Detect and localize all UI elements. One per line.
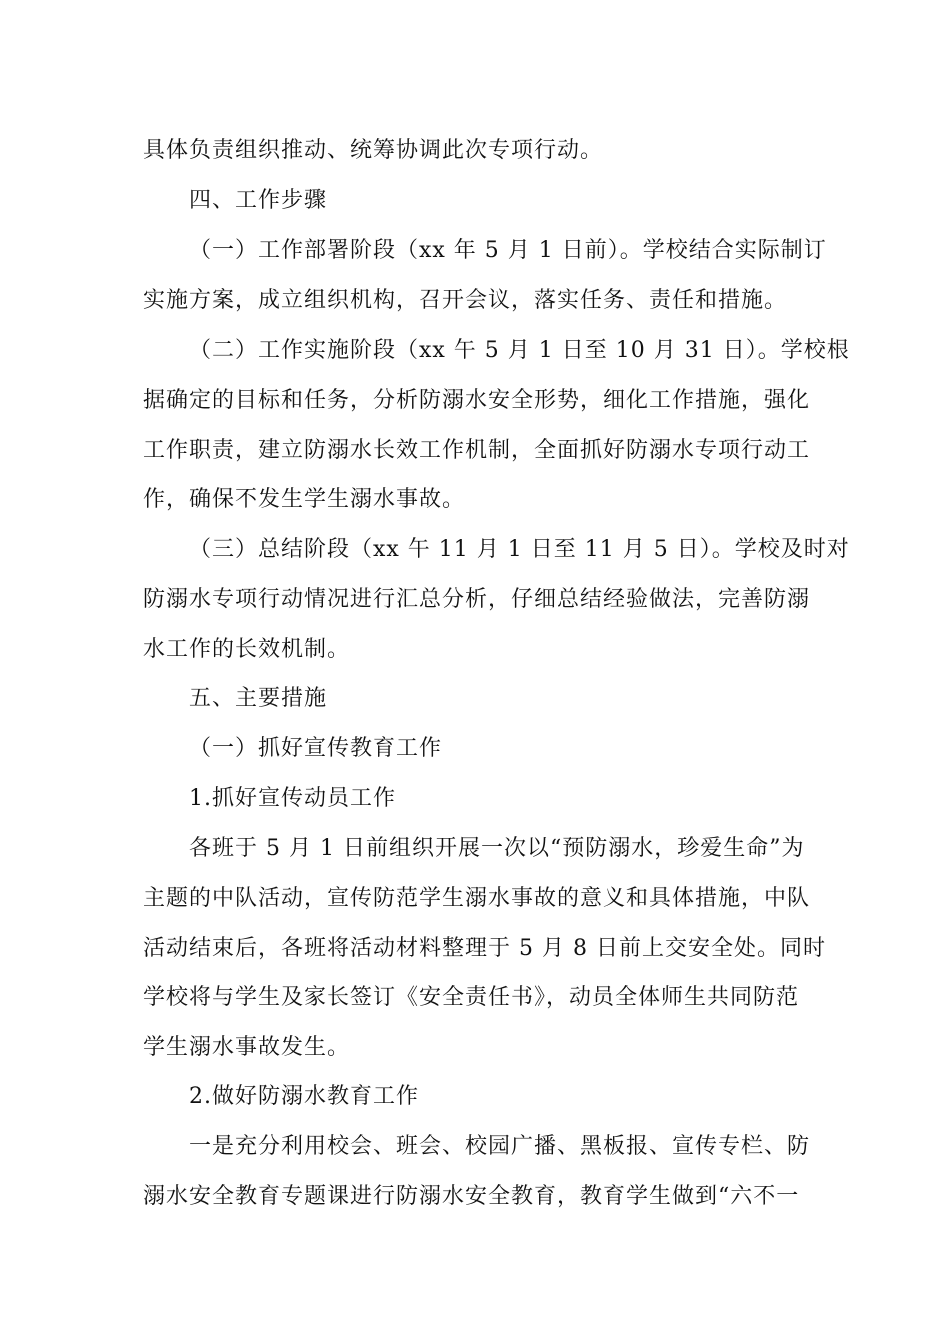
section-heading: 四、工作步骤 xyxy=(189,188,328,213)
text-line: 学校将与学生及家长签订《安全责任书》，动员全体师生共同防范 xyxy=(143,985,800,1010)
text-line: 实施方案，成立组织机构，召开会议，落实任务、责任和措施。 xyxy=(143,288,788,313)
text-line: （二）工作实施阶段（xx 午 5 月 1 日至 10 月 31 日）。学校根 xyxy=(189,338,850,363)
text-line: 防溺水专项行动情况进行汇总分析，仔细总结经验做法，完善防溺 xyxy=(143,587,811,612)
text-line: 各班于 5 月 1 日前组织开展一次以“预防溺水，珍爱生命”为 xyxy=(189,836,805,861)
subsection-heading: （一）抓好宣传教育工作 xyxy=(189,736,443,761)
text-line: 溺水安全教育专题课进行防溺水安全教育，教育学生做到“六不一 xyxy=(143,1184,800,1209)
text-line: 工作职责，建立防溺水长效工作机制，全面抓好防溺水专项行动工 xyxy=(143,438,811,463)
item-heading: 1.抓好宣传动员工作 xyxy=(189,786,396,811)
text-line: 作，确保不发生学生溺水事故。 xyxy=(143,487,466,512)
text-line: 活动结束后，各班将活动材料整理于 5 月 8 日前上交安全处。同时 xyxy=(143,936,826,961)
text-line: 学生溺水事故发生。 xyxy=(143,1035,351,1060)
text-line: 具体负责组织推动、统筹协调此次专项行动。 xyxy=(143,138,604,163)
text-line: 主题的中队活动，宣传防范学生溺水事故的意义和具体措施，中队 xyxy=(143,886,811,911)
text-line: 一是充分利用校会、班会、校园广播、黑板报、宣传专栏、防 xyxy=(189,1134,811,1159)
text-line: 据确定的目标和任务，分析防溺水安全形势，细化工作措施，强化 xyxy=(143,388,811,413)
text-line: （一）工作部署阶段（xx 年 5 月 1 日前）。学校结合实际制订 xyxy=(189,238,827,263)
text-line: （三）总结阶段（xx 午 11 月 1 日至 11 月 5 日）。学校及时对 xyxy=(189,537,850,562)
section-heading: 五、主要措施 xyxy=(189,686,328,711)
text-line: 水工作的长效机制。 xyxy=(143,637,351,662)
item-heading: 2.做好防溺水教育工作 xyxy=(189,1084,419,1109)
